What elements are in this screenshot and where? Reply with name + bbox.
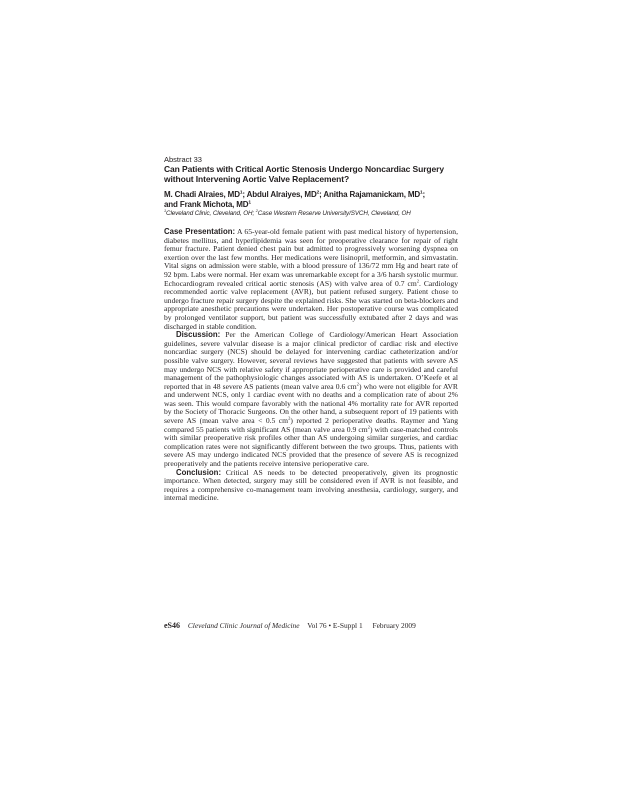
conclusion-heading: Conclusion: <box>176 467 222 477</box>
conclusion-paragraph: Conclusion: Critical AS needs to be detected preoperatively, given its prognostic importance. When detected, surgery may still be considered even if AVR is not feasible, and requires a comprehensive co-management team involving anesthesia, cardiology, surgery, and internal medicine. <box>164 467 458 503</box>
affiliations: $^1$Cleveland Clinic, Cleveland, OH; $^2$Case Western Reserve University/SVCH, Cleveland, OH <box>164 208 411 217</box>
volume-info: Vol 76 • E-Suppl 1 <box>307 621 363 630</box>
abstract-title <box>164 164 458 184</box>
author-list <box>164 190 458 210</box>
title-line-1: Can Patients with Critical Aortic Stenosis Undergo Noncardiac Surgery <box>164 164 444 174</box>
author-1: M. Chadi Alraies, $MD^1$; <box>164 190 247 199</box>
case-presentation-paragraph: Case Presentation: A 65-year-old female patient with past medical history of hypertension, diabetes mellitus, and hyperlipidemia was seen for preoperative clearance for repair of right femur fracture. Patient denied chest pain but admitted to progressively worsening dyspnea on exertion over the last few months. Her medications were lisinopril, metformin, and simvastatin. Vital signs on admission were stable, with a blood pressure of 136/72 mm Hg and heart rate of 92 bpm. Labs were normal. Her exam was unremarkable except for a 3/6 harsh systolic murmur. Echocardiogram revealed critical aortic stenosis (AS) with valve area of 0.7 $cm^2$. Cardiology recommended aortic valve replacement (AVR), but patient refused surgery. Patient chose to undergo fracture repair surgery despite the explained risks. She was started on beta-blockers and appropriate anesthetic precautions were undertaken. Her postoperative course was complicated by prolonged ventilator support, but patient was successfully extubated after 2 days and was discharged in stable condition. <box>164 227 459 331</box>
journal-name: Cleveland Clinic Journal of Medicine <box>187 621 300 630</box>
author-4: and Frank Michota, $MD^1$ <box>164 200 251 209</box>
case-presentation-heading: Case Presentation: <box>164 227 236 236</box>
page-number: eS46 <box>164 621 180 630</box>
issue-date: February 2009 <box>372 621 416 630</box>
title-line-2: without Intervening Aortic Valve Replacement? <box>164 174 350 184</box>
author-2: Abdul Alraiyes, $MD^2$; <box>246 190 324 199</box>
author-3: Anitha Rajamanickam, $MD^1$; <box>323 190 426 199</box>
discussion-heading: Discussion: <box>176 330 221 340</box>
discussion-paragraph: Discussion: Per the American College of Cardiology/American Heart Association guidelines, severe valvular disease is a major clinical predictor of cardiac risk and elective noncardiac surgery (NCS) should be delayed for intervening cardiac catheterization and/or possible valve surgery. However, several reviews have suggested that patients with severe AS may undergo NCS with relative safety if appropriate perioperative care is provided and careful management of the pathophysiologic changes associated with AS is undertaken. O’Keefe et al reported that in 48 severe AS patients (mean valve area 0.6 $cm^2$) who were not eligible for AVR and underwent NCS, only 1 cardiac event with no deaths and a complication rate of about 2% was seen. This would compare favorably with the national 4% mortality rate for AVR reported by the Society of Thoracic Surgeons. On the other hand, a subsequent report of 19 patients with severe AS (mean valve area < 0.5 $cm^2$) reported 2 perioperative deaths. Raymer and Yang compared 55 patients with significant AS (mean valve area 0.9 $cm^2$) with case-matched controls with similar preoperative risk profiles other than AS undergoing similar surgeries, and cardiac complication rates were not significantly different between the two groups. Thus, patients with severe AS may undergo indicated NCS provided that the presence of severe AS is recognized preoperatively and the patients receive intensive perioperative care. <box>164 330 458 469</box>
abstract-page <box>164 155 458 503</box>
abstract-number: Abstract 33 <box>164 155 202 164</box>
page-footer <box>164 621 464 630</box>
